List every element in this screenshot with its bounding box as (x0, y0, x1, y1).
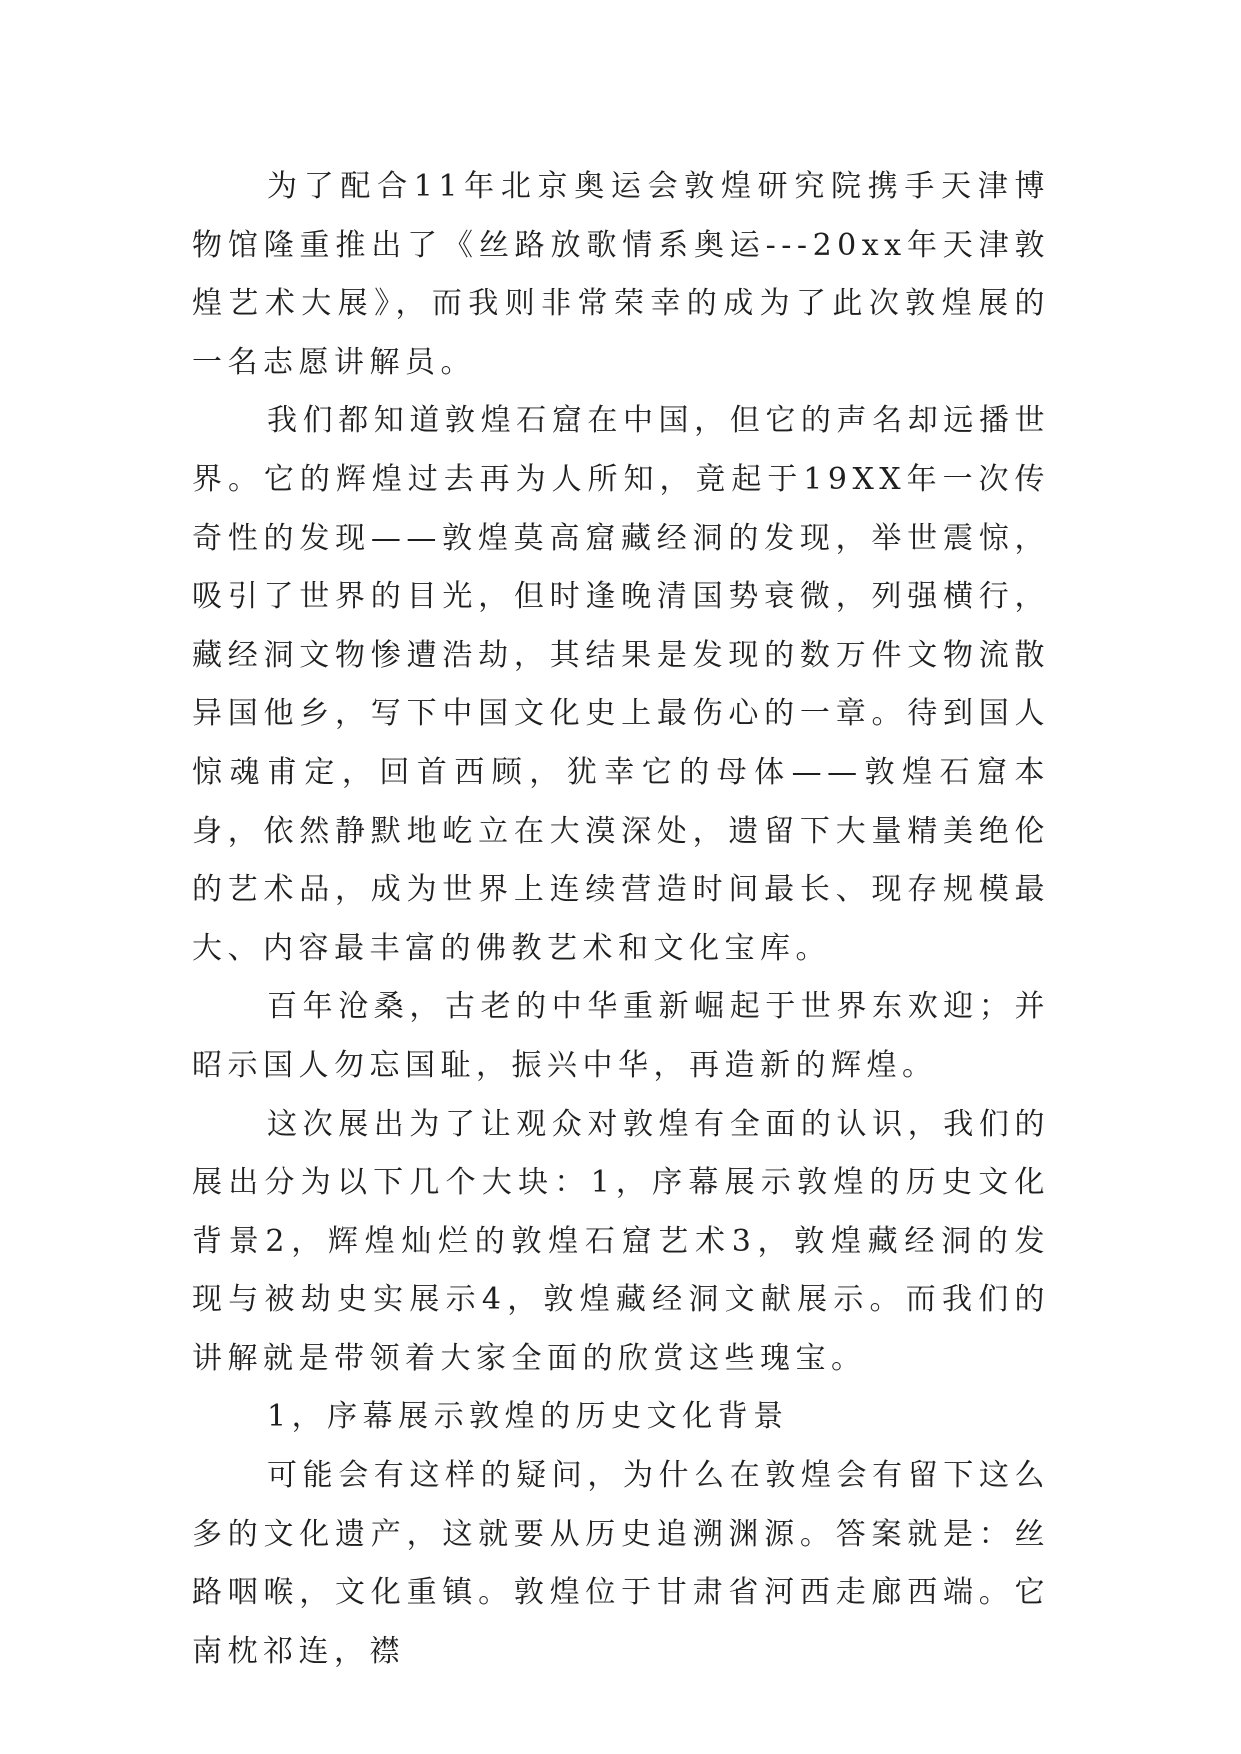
paragraph-1: 为了配合11年北京奥运会敦煌研究院携手天津博物馆隆重推出了《丝路放歌情系奥运---20xx年天津敦煌艺术大展》，而我则非常荣幸的成为了此次敦煌展的一名志愿讲解员。 (192, 169, 1050, 380)
paragraph-4: 这次展出为了让观众对敦煌有全面的认识，我们的展出分为以下几个大块：1，序幕展示敦煌的历史文化背景2，辉煌灿烂的敦煌石窟艺术3，敦煌藏经洞的发现与被劫史实展示4，敦煌藏经洞文献展示。而我们的讲解就是带领着大家全面的欣赏这些瑰宝。 (192, 1106, 1050, 1376)
paragraph-3: 百年沧桑，古老的中华重新崛起于世界东欢迎；并昭示国人勿忘国耻，振兴中华，再造新的辉煌。 (192, 989, 1050, 1083)
body-text (192, 158, 1050, 1681)
paragraph-2: 我们都知道敦煌石窟在中国，但它的声名却远播世界。它的辉煌过去再为人所知，竟起于19XX年一次传奇性的发现——敦煌莫高窟藏经洞的发现，举世震惊，吸引了世界的目光，但时逢晚清国势衰微，列强横行，藏经洞文物惨遭浩劫，其结果是发现的数万件文物流散异国他乡，写下中国文化史上最伤心的一章。待到国人惊魂甫定，回首西顾，犹幸它的母体——敦煌石窟本身，依然静默地屹立在大漠深处，遗留下大量精美绝伦的艺术品，成为世界上连续营造时间最长、现存规模最大、内容最丰富的佛教艺术和文化宝库。 (192, 403, 1050, 966)
section-heading: 1，序幕展示敦煌的历史文化背景 (267, 1399, 789, 1435)
paragraph-5: 可能会有这样的疑问，为什么在敦煌会有留下这么多的文化遗产，这就要从历史追溯渊源。答案就是：丝路咽喉，文化重镇。敦煌位于甘肃省河西走廊西端。它南枕祁连，襟 (192, 1458, 1050, 1669)
